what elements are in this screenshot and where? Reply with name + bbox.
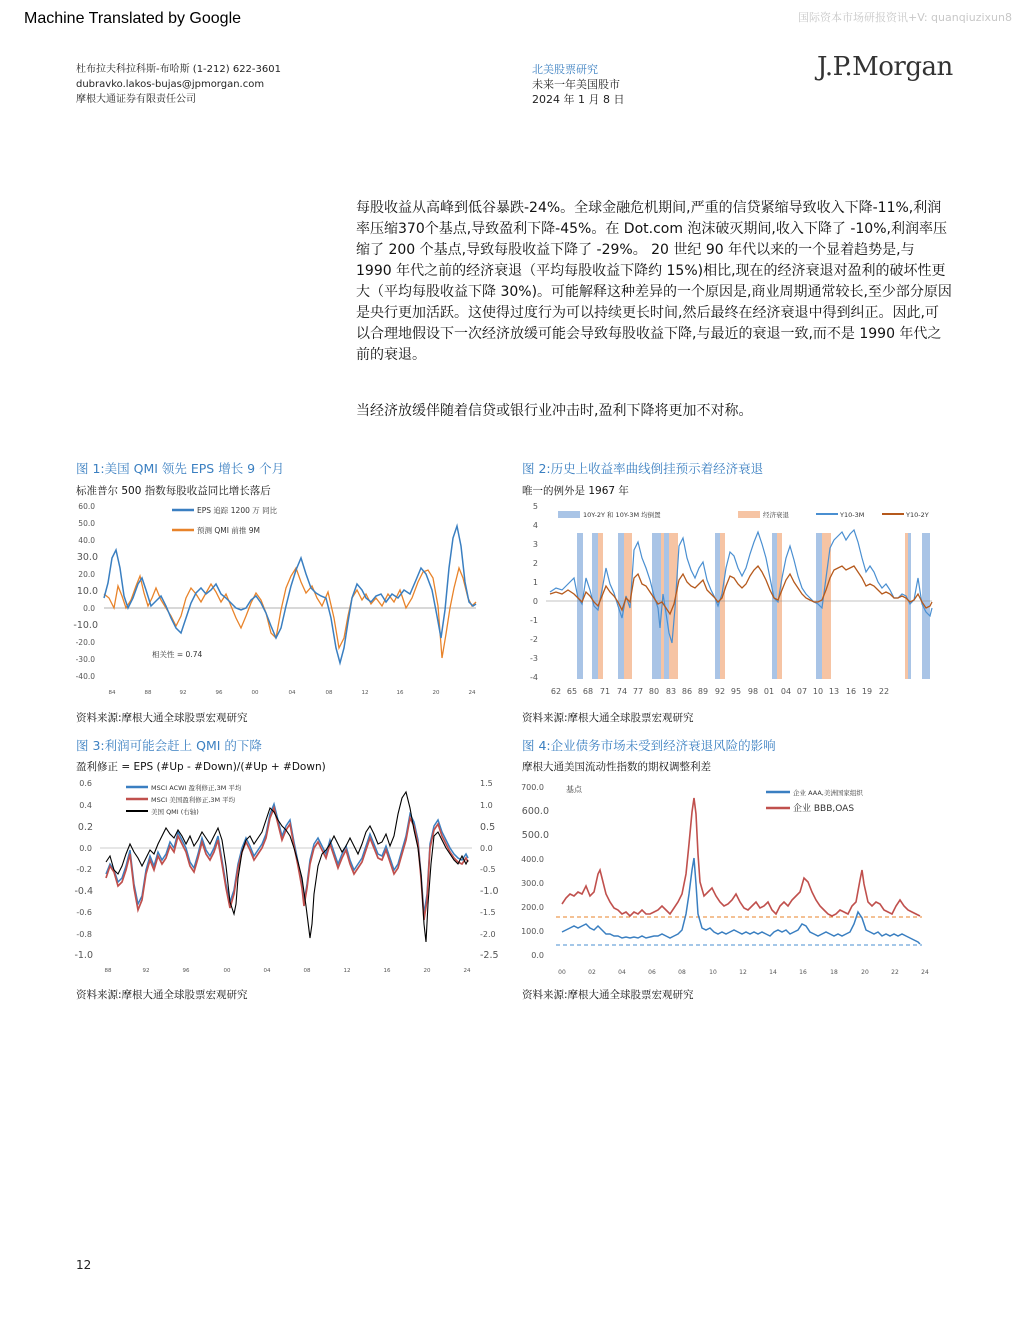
figure-4-subtitle: 摩根大通美国流动性指数的期权调整利差 (522, 761, 711, 773)
fig4-xtick: 20 (861, 969, 869, 976)
figure-3-subtitle: 盈利修正 = EPS (#Up - #Down)/(#Up + #Down) (76, 761, 326, 773)
fig3-ytick-right: 1.5 (480, 779, 493, 788)
fig1-ytick: 10.0 (76, 586, 98, 597)
fig2-inverted-band (816, 533, 822, 679)
fig4-xtick: 02 (588, 969, 596, 976)
fig3-legend-acwi: MSCI ACWI 盈利修正,3M 平均 (151, 784, 242, 792)
fig3-ytick-left: 0.6 (79, 779, 92, 788)
fig3-ytick-right: -1.0 (480, 886, 499, 897)
fig1-xtick: 20 (432, 690, 440, 696)
fig3-ytick-left: -0.4 (74, 886, 93, 897)
body-paragraph-2: 当经济放缓伴随着信贷或银行业冲击时,盈利下降将更加不对称。 (356, 403, 753, 419)
fig2-xtick: 89 (697, 687, 709, 696)
fig1-ytick: -10.0 (73, 620, 98, 631)
fig1-xtick: 92 (179, 690, 187, 696)
fig4-xtick: 14 (769, 969, 777, 976)
figure-3-chart (74, 774, 499, 980)
fig1-xtick: 08 (325, 690, 333, 696)
fig3-ytick-left: 0.4 (79, 801, 92, 810)
fig3-legend-qmi: 美国 QMI (右轴) (151, 808, 199, 816)
fig3-right-axis-labels (480, 779, 499, 961)
figure-2-title: 图 2:历史上收益率曲线倒挂预示着经济衰退 (522, 461, 764, 476)
machine-translated-label: Machine Translated by Google (24, 10, 242, 27)
figure-1-subtitle: 标准普尔 500 指数每股收益同比增长落后 (76, 485, 271, 497)
fig2-legend-y10-2y: Y10-2Y (906, 511, 929, 519)
fig2-xtick: 71 (599, 687, 611, 696)
fig2-ytick: 0 (532, 597, 538, 606)
fig4-unit-label: 基点 (566, 785, 582, 794)
fig2-ytick: -2 (530, 635, 538, 644)
fig4-ytick: 400.0 (521, 855, 544, 864)
fig2-xtick: 13 (828, 687, 840, 696)
fig3-xtick: 00 (223, 968, 231, 974)
fig2-ytick: 1 (532, 578, 538, 587)
fig4-y-axis-labels (521, 783, 549, 960)
fig2-recession-band (720, 533, 725, 679)
fig3-ytick-left: -0.8 (76, 930, 92, 939)
fig1-xtick: 04 (288, 690, 296, 696)
fig2-legend-recession-swatch (738, 511, 760, 518)
fig2-recession-band (777, 533, 782, 679)
report-title: 未来一年美国股市 (532, 78, 620, 91)
fig2-xtick: 80 (648, 687, 660, 696)
fig2-xtick: 16 (845, 687, 857, 696)
fig4-xtick: 22 (891, 969, 899, 976)
fig4-xtick: 12 (739, 969, 747, 976)
figure-4-title: 图 4:企业债务市场未受到经济衰退风险的影响 (522, 738, 776, 753)
fig2-ytick: -4 (530, 673, 538, 682)
figure-4-chart (522, 774, 942, 980)
fig1-xtick: 88 (144, 690, 152, 696)
fig1-ytick: -20.0 (75, 638, 95, 647)
fig3-xtick: 88 (104, 968, 112, 974)
fig2-recession-band (905, 533, 908, 679)
fig4-bbb-line (562, 798, 920, 916)
fig4-x-axis-labels (558, 969, 929, 976)
fig3-legend-us: MSCI 美国盈利修正,3M 平均 (151, 796, 236, 804)
fig2-legend-y10-3m: Y10-3M (840, 511, 865, 519)
fig4-xtick: 08 (678, 969, 686, 976)
fig2-xtick: 77 (632, 687, 644, 696)
fig2-xtick: 98 (747, 687, 759, 696)
fig1-y-axis-labels (73, 502, 98, 681)
fig1-qmi-line (104, 568, 476, 658)
fig4-ytick: 0.0 (531, 951, 544, 960)
fig2-legend-recession: 经济衰退 (763, 511, 789, 519)
fig2-y-axis-labels (530, 502, 538, 682)
fig4-xtick: 00 (558, 969, 566, 976)
fig2-xtick: 92 (714, 687, 726, 696)
fig2-xtick: 04 (780, 687, 792, 696)
report-info (532, 62, 624, 107)
fig2-inverted-band (772, 533, 777, 679)
fig3-xtick: 96 (182, 968, 190, 974)
fig1-ytick: 30.0 (76, 552, 98, 563)
figure-3-source: 资料来源:摩根大通全球股票宏观研究 (76, 989, 248, 1001)
fig2-xtick: 19 (861, 687, 873, 696)
fig3-xtick: 12 (343, 968, 351, 974)
figure-2-source: 资料来源:摩根大通全球股票宏观研究 (522, 712, 694, 724)
fig2-xtick: 10 (812, 687, 824, 696)
fig4-ytick: 600.0 (521, 806, 549, 817)
fig3-xtick: 24 (463, 968, 471, 974)
fig1-ytick: -40.0 (75, 672, 95, 681)
fig2-xtick: 22 (878, 687, 890, 696)
fig2-ytick: 2 (532, 559, 538, 568)
fig1-ytick: 50.0 (78, 519, 95, 528)
fig3-ytick-right: -2.5 (480, 950, 499, 961)
fig1-ytick: 40.0 (78, 536, 95, 545)
fig2-xtick: 86 (681, 687, 693, 696)
fig3-ytick-left: 0.2 (77, 822, 93, 833)
fig3-ytick-left: -0.2 (76, 865, 92, 874)
fig3-ytick-right: 0.5 (480, 822, 496, 833)
figure-1-chart (73, 498, 486, 700)
figure-4-source: 资料来源:摩根大通全球股票宏观研究 (522, 989, 694, 1001)
fig1-eps-line (104, 526, 476, 663)
fig2-recession-band (624, 533, 632, 679)
fig3-left-axis-labels (74, 779, 93, 961)
figure-1-title: 图 1:美国 QMI 领先 EPS 增长 9 个月 (76, 461, 285, 476)
fig1-legend (172, 505, 278, 535)
fig2-ytick: 3 (532, 540, 538, 549)
fig4-aaa-line (562, 858, 920, 944)
fig1-xtick: 84 (108, 690, 116, 696)
fig1-xtick: 24 (468, 690, 476, 696)
fig3-ytick-right: 1.0 (480, 801, 493, 810)
fig3-ytick-left: 0.0 (79, 844, 92, 853)
fig1-ytick: 60.0 (78, 502, 95, 511)
fig2-legend-inverted-swatch (558, 511, 580, 518)
report-date: 2024 年 1 月 8 日 (532, 93, 625, 106)
fig3-xtick: 16 (383, 968, 391, 974)
fig2-ytick: 4 (532, 521, 538, 530)
fig2-ytick: -1 (530, 616, 538, 625)
fig3-ytick-right: -1.5 (480, 908, 496, 917)
jpmorgan-logo: J.P.Morgan (817, 52, 953, 82)
author-email[interactable]: dubravko.lakos-bujas@jpmorgan.com (76, 79, 265, 90)
fig1-ytick: -30.0 (75, 655, 95, 664)
fig2-inverted-band (908, 533, 911, 679)
figure-1-source: 资料来源:摩根大通全球股票宏观研究 (76, 712, 248, 724)
fig1-ytick: 0.0 (83, 604, 95, 613)
fig4-legend (766, 788, 863, 814)
fig3-xtick: 08 (303, 968, 311, 974)
fig4-ytick: 500.0 (521, 830, 549, 841)
fig4-xtick: 18 (830, 969, 838, 976)
page-number: 12 (76, 1258, 92, 1272)
fig1-correlation-note: 相关性 = 0.74 (152, 650, 203, 659)
fig3-x-axis-labels (105, 968, 471, 974)
fig4-ytick: 100.0 (521, 927, 544, 936)
fig4-xtick: 16 (799, 969, 807, 976)
fig3-ytick-right: -2.0 (480, 930, 496, 939)
watermark: 国际资本市场研报资讯+V: quanqiuzixun8 (797, 11, 1012, 24)
fig3-ytick-right: 0.0 (480, 844, 493, 853)
fig1-x-axis-labels (109, 690, 476, 696)
author-block (76, 62, 281, 107)
fig1-ytick: 20.0 (78, 570, 95, 579)
fig2-x-axis-labels (551, 687, 889, 696)
fig3-ytick-left: -0.6 (76, 908, 92, 917)
fig3-ytick-left: -1.0 (74, 950, 93, 961)
fig4-ytick: 200.0 (521, 903, 544, 912)
fig4-legend-bbb: 企业 BBB,OAS (793, 804, 855, 814)
fig4-ytick: 300.0 (521, 879, 544, 888)
fig2-xtick: 01 (763, 687, 775, 696)
section-name: 北美股票研究 (532, 63, 598, 76)
fig4-xtick: 06 (648, 969, 656, 976)
fig3-xtick: 20 (423, 968, 431, 974)
fig2-legend-inverted: 10Y-2Y 和 10Y-3M 均倒置 (583, 511, 661, 519)
fig2-legend (558, 510, 929, 519)
fig1-xtick: 12 (361, 690, 369, 696)
fig3-legend (126, 783, 242, 816)
figure-3-title: 图 3:利润可能会赶上 QMI 的下降 (76, 738, 262, 753)
fig2-inverted-band (577, 533, 583, 679)
fig2-inverted-band (652, 533, 661, 679)
figure-2-chart (522, 498, 942, 700)
fig1-legend-eps: EPS 追踪 1200 万 同比 (197, 506, 278, 515)
fig2-xtick: 74 (616, 687, 628, 696)
fig2-xtick: 65 (566, 687, 578, 696)
fig2-xtick: 62 (550, 687, 562, 696)
fig2-xtick: 68 (582, 687, 594, 696)
fig4-legend-aaa: 企业 AAA,美洲国家组织 (793, 789, 863, 797)
fig2-ytick: 5 (532, 502, 538, 511)
fig2-ytick: -3 (530, 654, 538, 663)
author-firm: 摩根大通证券有限责任公司 (76, 94, 196, 105)
fig3-xtick: 04 (263, 968, 271, 974)
fig1-legend-qmi: 预测 QMI 前推 9M (197, 526, 260, 535)
fig1-xtick: 16 (396, 690, 404, 696)
body-paragraph-1: 每股收益从高峰到低谷暴跌-24%。全球金融危机期间,严重的信贷紧缩导致收入下降-11%,利润率压缩370个基点,导致盈利下降-45%。在 Dot.com 泡沫破灭期间,收入下降了 -10%,利润率压缩了 200 个基点,导致每股收益下降了 -29%。 20 世纪 90 年代以来的一个显着趋势是,与 1990 年代之前的经济衰退（平均每股收益下降约 15%)相比,现在的经济衰退对盈利的破坏性更大（平均每股收益下降 30%)。可能解释这种差异的一个原因是,商业周期通常较长,至少部分原因是央行更加活跃。这使得过度行为可以持续更长时间,然后最终在经济衰退中得到纠正。因此,可以合理地假设下一次经济放缓可能会导致每股收益下降,与最近的衰退一致,而不是 1990 年代之前的衰退。 (356, 200, 952, 363)
fig2-xtick: 95 (730, 687, 742, 696)
author-name: 杜布拉夫科拉科斯-布哈斯 (1-212) 622-3601 (76, 64, 281, 75)
fig1-xtick: 00 (251, 690, 259, 696)
fig1-xtick: 96 (215, 690, 223, 696)
fig2-xtick: 83 (665, 687, 677, 696)
fig4-xtick: 04 (618, 969, 626, 976)
fig4-xtick: 10 (709, 969, 717, 976)
fig4-xtick: 24 (921, 969, 929, 976)
fig3-ytick-right: -0.5 (480, 865, 496, 874)
fig3-xtick: 92 (142, 968, 150, 974)
fig4-ytick: 700.0 (521, 783, 544, 792)
fig2-xtick: 07 (796, 687, 808, 696)
figure-2-subtitle: 唯一的例外是 1967 年 (522, 485, 629, 497)
